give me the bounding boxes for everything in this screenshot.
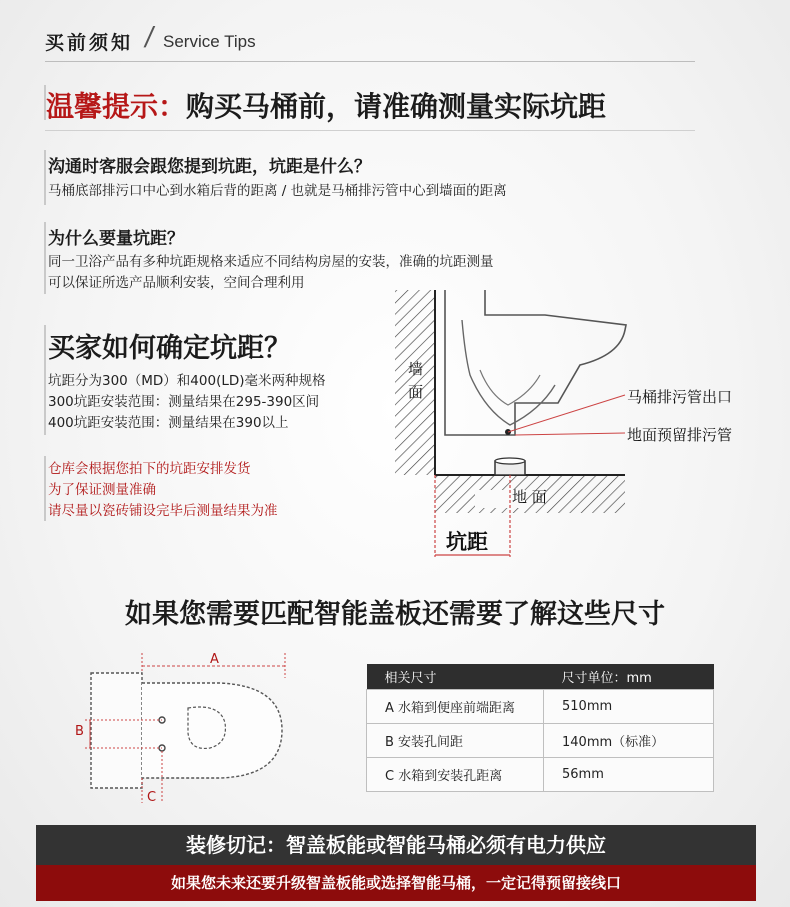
dim-a-label: A xyxy=(210,652,219,667)
table-header-row xyxy=(367,664,714,690)
toilet-bowl-inner xyxy=(462,320,555,425)
headline-red: 温馨提示： xyxy=(46,90,187,123)
table-cell-name: A 水箱到便座前端距离 xyxy=(367,690,544,724)
q3-line-3: 400坑距安装范围：测量结果在390以上 xyxy=(48,415,289,431)
footer-red-banner: 如果您未来还要升级智盖板能或选择智能马桶，一定记得预留接线口 xyxy=(36,865,756,901)
tank-outline xyxy=(91,673,142,788)
q2-line-2: 可以保证所选产品顺利安装，空间合理利用 xyxy=(48,275,305,291)
toilet-section-diagram xyxy=(390,285,640,560)
dim-b-label: B xyxy=(75,724,84,739)
pipe-leader xyxy=(515,433,625,435)
header-rule xyxy=(45,61,695,62)
toilet-body xyxy=(445,290,626,435)
table-header-dimension: 相关尺寸 xyxy=(367,664,544,690)
q3-bar xyxy=(44,325,46,435)
table-header-unit: 尺寸单位：mm xyxy=(544,664,714,690)
headline-bar xyxy=(44,85,46,120)
spec-table xyxy=(366,664,714,792)
pipe-label: 地面预留排污管 xyxy=(627,426,733,444)
header-title-en: Service Tips xyxy=(163,32,256,51)
table-cell-name: C 水箱到安装孔距离 xyxy=(367,758,544,792)
q1-title: 沟通时客服会跟您提到坑距，坑距是什么？ xyxy=(48,157,371,177)
q2-line-1: 同一卫浴产品有多种坑距规格来适应不同结构房屋的安装，准确的坑距测量 xyxy=(48,254,494,270)
toilet-trap xyxy=(480,370,540,405)
outlet-leader xyxy=(508,395,625,432)
q2-title: 为什么要量坑距？ xyxy=(48,229,184,249)
red-note-2: 为了保证测量准确 xyxy=(48,482,156,498)
dim-c-label: C xyxy=(147,790,157,805)
table-cell-value: 56mm xyxy=(544,758,714,792)
seat-outline xyxy=(142,683,282,778)
table-row xyxy=(367,758,714,792)
floor-pipe-top xyxy=(495,458,525,464)
seat-dimension-diagram xyxy=(70,648,300,808)
headline-rule xyxy=(45,130,695,131)
headline-dark: 购买马桶前，请准确测量实际坑距 xyxy=(186,90,607,123)
q3-line-2: 300坑距安装范围：测量结果在295-390区间 xyxy=(48,394,320,410)
table-cell-value: 140mm（标准） xyxy=(544,724,714,758)
q3-title: 买家如何确定坑距？ xyxy=(48,333,291,364)
distance-label: 坑距 xyxy=(446,530,488,554)
floor-label: 地 面 xyxy=(512,488,547,506)
table-row xyxy=(367,724,714,758)
outlet-label: 马桶排污管出口 xyxy=(627,388,733,406)
table-row xyxy=(367,690,714,724)
section2-title: 如果您需要匹配智能盖板还需要了解这些尺寸 xyxy=(125,599,665,630)
table-cell-name: B 安装孔间距 xyxy=(367,724,544,758)
notes-bar xyxy=(44,456,46,521)
table-cell-value: 510mm xyxy=(544,690,714,724)
q2-bar xyxy=(44,222,46,294)
header-slash-divider: / xyxy=(142,22,156,52)
wall-label-1: 墙 xyxy=(408,360,424,378)
headline xyxy=(46,85,606,125)
q3-line-1: 坑距分为300（MD）和400(LD)毫米两种规格 xyxy=(48,373,326,389)
footer-dark-banner: 装修切记：智盖板能或智能马桶必须有电力供应 xyxy=(36,825,756,865)
red-note-1: 仓库会根据您拍下的坑距安排发货 xyxy=(48,461,251,477)
wall-label-2: 面 xyxy=(408,383,424,401)
red-note-3: 请尽量以瓷砖铺设完毕后测量结果为准 xyxy=(48,503,278,519)
q1-bar xyxy=(44,150,46,205)
q1-text: 马桶底部排污口中心到水箱后背的距离 / 也就是马桶排污管中心到墙面的距离 xyxy=(48,183,507,199)
header-title-cn: 买前须知 xyxy=(45,32,134,54)
